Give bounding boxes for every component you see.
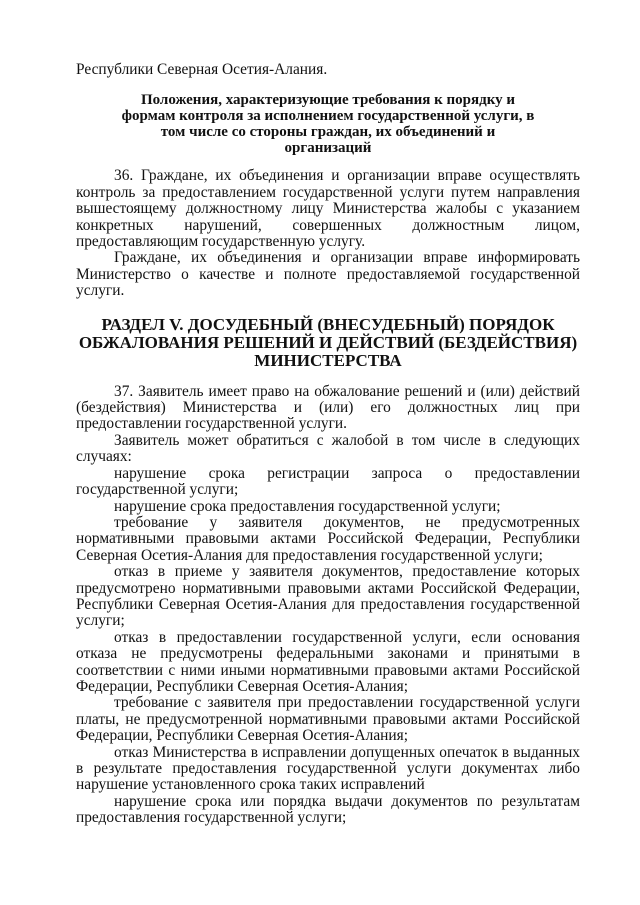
list-item: требование с заявителя при предоставлении государственной услуги платы, не предусмотренной нормативными правовыми актами Российской Федерации, Республики Северная Осетия-Алания;: [76, 694, 580, 745]
paragraph-37: 37. Заявитель имеет право на обжалование решений и (или) действий (бездействия) Министерства и (или) его должностных лиц при предоставлении государственной услуги.: [76, 382, 580, 433]
list-item: нарушение срока или порядка выдачи документов по результатам предоставления государственной услуги;: [76, 792, 580, 827]
list-item: отказ Министерства в исправлении допущенных опечаток в выданных в результате предоставления государственной услуги документах либо нарушение установленного срока таких исправлений: [76, 743, 580, 794]
list-item: нарушение срока регистрации запроса о предоставлении государственной услуги;: [76, 464, 580, 499]
list-item: нарушение срока предоставления государственной услуги;: [114, 497, 501, 515]
list-item: отказ в предоставлении государственной услуги, если основания отказа не предусмотрены федеральными законами и принятыми в соответствии с ними иными нормативными правовыми актами Российской Федерации, Республики Северная Осетия-Алания;: [76, 628, 580, 695]
paragraph-37-continued: Заявитель может обратиться с жалобой в том числе в следующих случаях:: [76, 431, 580, 466]
list-item: отказ в приеме у заявителя документов, предоставление которых предусмотрено нормативными правовыми актами Российской Федерации, Республики Северная Осетия-Алания для предоставления государственной услуги;: [76, 563, 580, 630]
document-page: [76, 62, 580, 827]
paragraph-36: 36. Граждане, их объединения и организации вправе осуществлять контроль за предоставлением государственной услуги путем направления вышестоящему должностному лицу Министерства жалобы с указанием конкретных нарушений, совершенных должностным лицом, предоставляющим государственную услугу.: [76, 167, 580, 251]
paragraph-36-continued: Граждане, их объединения и организации вправе информировать Министерство о качестве и полноте предоставляемой государственной услуги.: [76, 249, 580, 300]
section-title: РАЗДЕЛ V. ДОСУДЕБНЫЙ (ВНЕСУДЕБНЫЙ) ПОРЯДОК ОБЖАЛОВАНИЯ РЕШЕНИЙ И ДЕЙСТВИЙ (БЕЗДЕЙСТВИЯ) МИНИСТЕРСТВА: [78, 314, 578, 370]
list-item: требование у заявителя документов, не предусмотренных нормативными правовыми актами Российской Федерации, Республики Северная Осетия-Алания для предоставления государственной услуги;: [76, 513, 580, 564]
intro-line: Республики Северная Осетия-Алания.: [76, 61, 328, 78]
control-heading: Положения, характеризующие требования к порядку и формам контроля за исполнением государственной услуги, в том числе со стороны граждан, их объединений и организаций: [121, 92, 535, 157]
